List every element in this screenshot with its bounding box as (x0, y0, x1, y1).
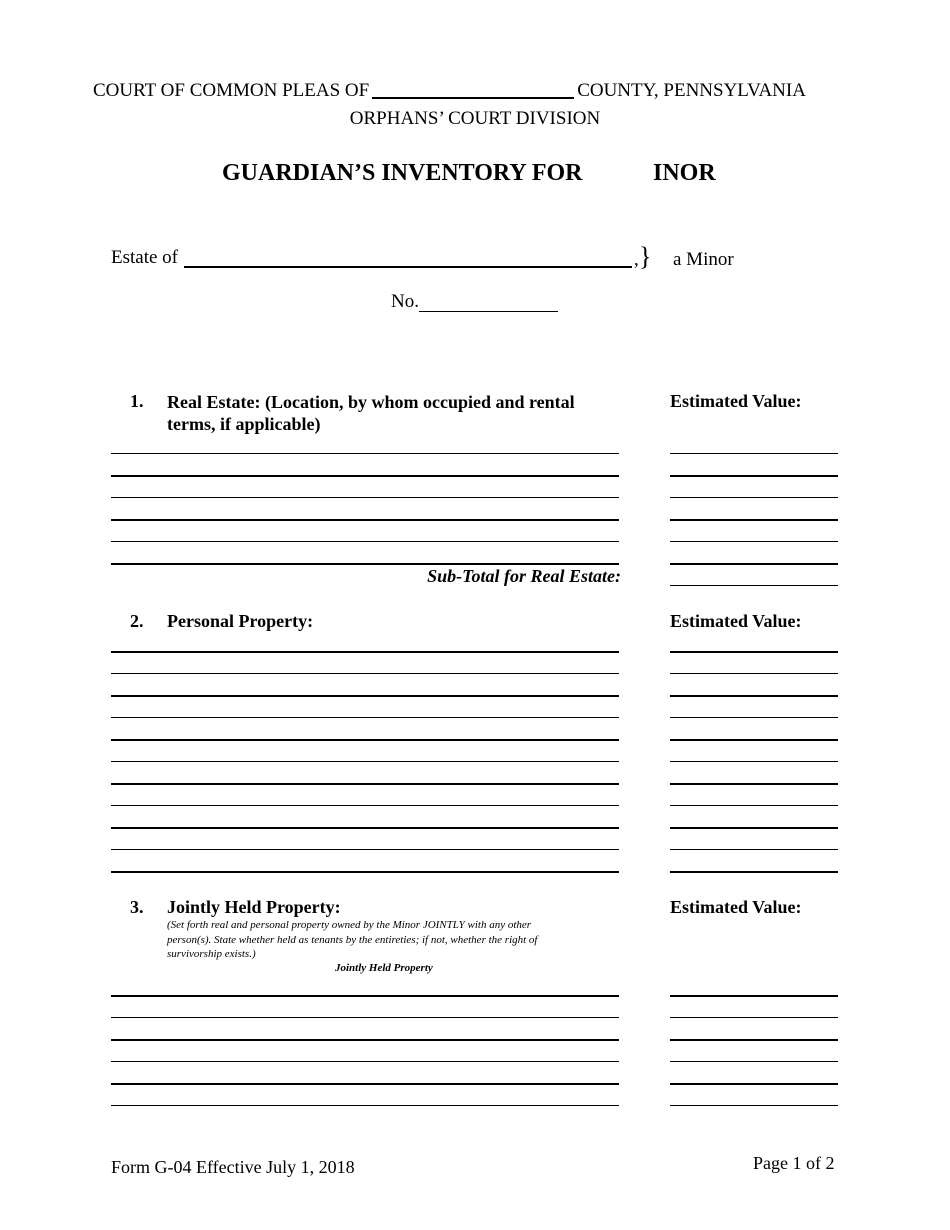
minor-label: a Minor (673, 249, 734, 270)
section-2-value-label: Estimated Value: (670, 611, 802, 631)
personal-property-value-line[interactable] (670, 739, 838, 741)
real-estate-description-line[interactable] (111, 475, 619, 477)
section-3-instructions-line3: survivorship exists.) (167, 948, 256, 960)
real-estate-description-line[interactable] (111, 541, 619, 542)
personal-property-value-line[interactable] (670, 783, 838, 785)
court-header (93, 77, 855, 102)
personal-property-value-line[interactable] (670, 805, 838, 806)
real-estate-value-line[interactable] (670, 497, 838, 498)
jointly-held-property-value-line[interactable] (670, 1039, 838, 1041)
section-3-instructions (167, 918, 617, 962)
jointly-held-property-value-line[interactable] (670, 995, 838, 997)
court-prefix: COURT OF COMMON PLEAS OF (93, 80, 370, 101)
section-1-heading (167, 391, 575, 435)
form-identifier: Form G-04 Effective July 1, 2018 (111, 1157, 355, 1177)
jointly-held-property-sublabel: Jointly Held Property (335, 962, 433, 974)
section-2-number: 2. (130, 611, 144, 631)
real-estate-subtotal-label: Sub-Total for Real Estate: (427, 566, 621, 586)
real-estate-value-line[interactable] (670, 541, 838, 542)
section-3-heading: Jointly Held Property: (167, 897, 341, 917)
section-3-value-label: Estimated Value: (670, 897, 802, 917)
personal-property-value-line[interactable] (670, 849, 838, 850)
real-estate-description-line[interactable] (111, 563, 619, 565)
personal-property-description-line[interactable] (111, 651, 619, 653)
personal-property-value-line[interactable] (670, 761, 838, 762)
section-2-heading: Personal Property: (167, 611, 314, 631)
jointly-held-property-description-line[interactable] (111, 1105, 619, 1106)
estate-comma: , (634, 249, 639, 270)
personal-property-description-line[interactable] (111, 717, 619, 718)
court-division: ORPHANS’ COURT DIVISION (349, 108, 601, 129)
estate-label: Estate of (111, 247, 179, 268)
case-number-line[interactable] (419, 311, 558, 312)
real-estate-value-line[interactable] (670, 519, 838, 521)
section-1-number: 1. (130, 391, 144, 411)
personal-property-description-line[interactable] (111, 783, 619, 785)
section-1-value-label: Estimated Value: (670, 391, 802, 411)
jointly-held-property-value-line[interactable] (670, 1061, 838, 1062)
personal-property-value-line[interactable] (670, 651, 838, 653)
real-estate-description-line[interactable] (111, 519, 619, 521)
personal-property-description-line[interactable] (111, 739, 619, 741)
jointly-held-property-value-line[interactable] (670, 1083, 838, 1085)
real-estate-value-line[interactable] (670, 453, 838, 454)
jointly-held-property-description-line[interactable] (111, 1017, 619, 1018)
personal-property-value-line[interactable] (670, 673, 838, 674)
estate-name-line[interactable] (184, 266, 632, 268)
case-number-label: No. (391, 291, 419, 312)
page-number: Page 1 of 2 (753, 1153, 835, 1173)
personal-property-description-line[interactable] (111, 673, 619, 674)
personal-property-value-line[interactable] (670, 871, 838, 873)
personal-property-description-line[interactable] (111, 761, 619, 762)
personal-property-value-line[interactable] (670, 695, 838, 697)
personal-property-description-line[interactable] (111, 695, 619, 697)
personal-property-description-line[interactable] (111, 827, 619, 829)
section-1-heading-line1: Real Estate: (Location, by whom occupied and rental (167, 392, 575, 412)
court-suffix: COUNTY, PENNSYLVANIA (577, 80, 806, 101)
form-title: GUARDIAN’S INVENTORY FOR (222, 160, 583, 186)
jointly-held-property-description-line[interactable] (111, 1039, 619, 1041)
real-estate-value-line[interactable] (670, 563, 838, 565)
section-3-instructions-line1: (Set forth real and personal property owned by the Minor JOINTLY with any other (167, 919, 532, 931)
jointly-held-property-description-line[interactable] (111, 1061, 619, 1062)
personal-property-description-line[interactable] (111, 849, 619, 850)
county-blank-line[interactable] (372, 77, 574, 99)
real-estate-subtotal-line[interactable] (670, 585, 838, 586)
personal-property-description-line[interactable] (111, 871, 619, 873)
real-estate-value-line[interactable] (670, 475, 838, 477)
caption-brace: } (639, 242, 652, 271)
real-estate-description-line[interactable] (111, 453, 619, 454)
personal-property-value-line[interactable] (670, 827, 838, 829)
jointly-held-property-value-line[interactable] (670, 1017, 838, 1018)
section-3-number: 3. (130, 897, 144, 917)
section-3-instructions-line2: person(s). State whether held as tenants by the entireties; if not, whether the right of (167, 933, 538, 946)
jointly-held-property-value-line[interactable] (670, 1105, 838, 1106)
jointly-held-property-description-line[interactable] (111, 995, 619, 997)
jointly-held-property-description-line[interactable] (111, 1083, 619, 1085)
section-1-heading-line2: terms, if applicable) (167, 414, 321, 434)
real-estate-description-line[interactable] (111, 497, 619, 498)
personal-property-value-line[interactable] (670, 717, 838, 718)
form-title-fragment: INOR (653, 160, 716, 186)
personal-property-description-line[interactable] (111, 805, 619, 806)
